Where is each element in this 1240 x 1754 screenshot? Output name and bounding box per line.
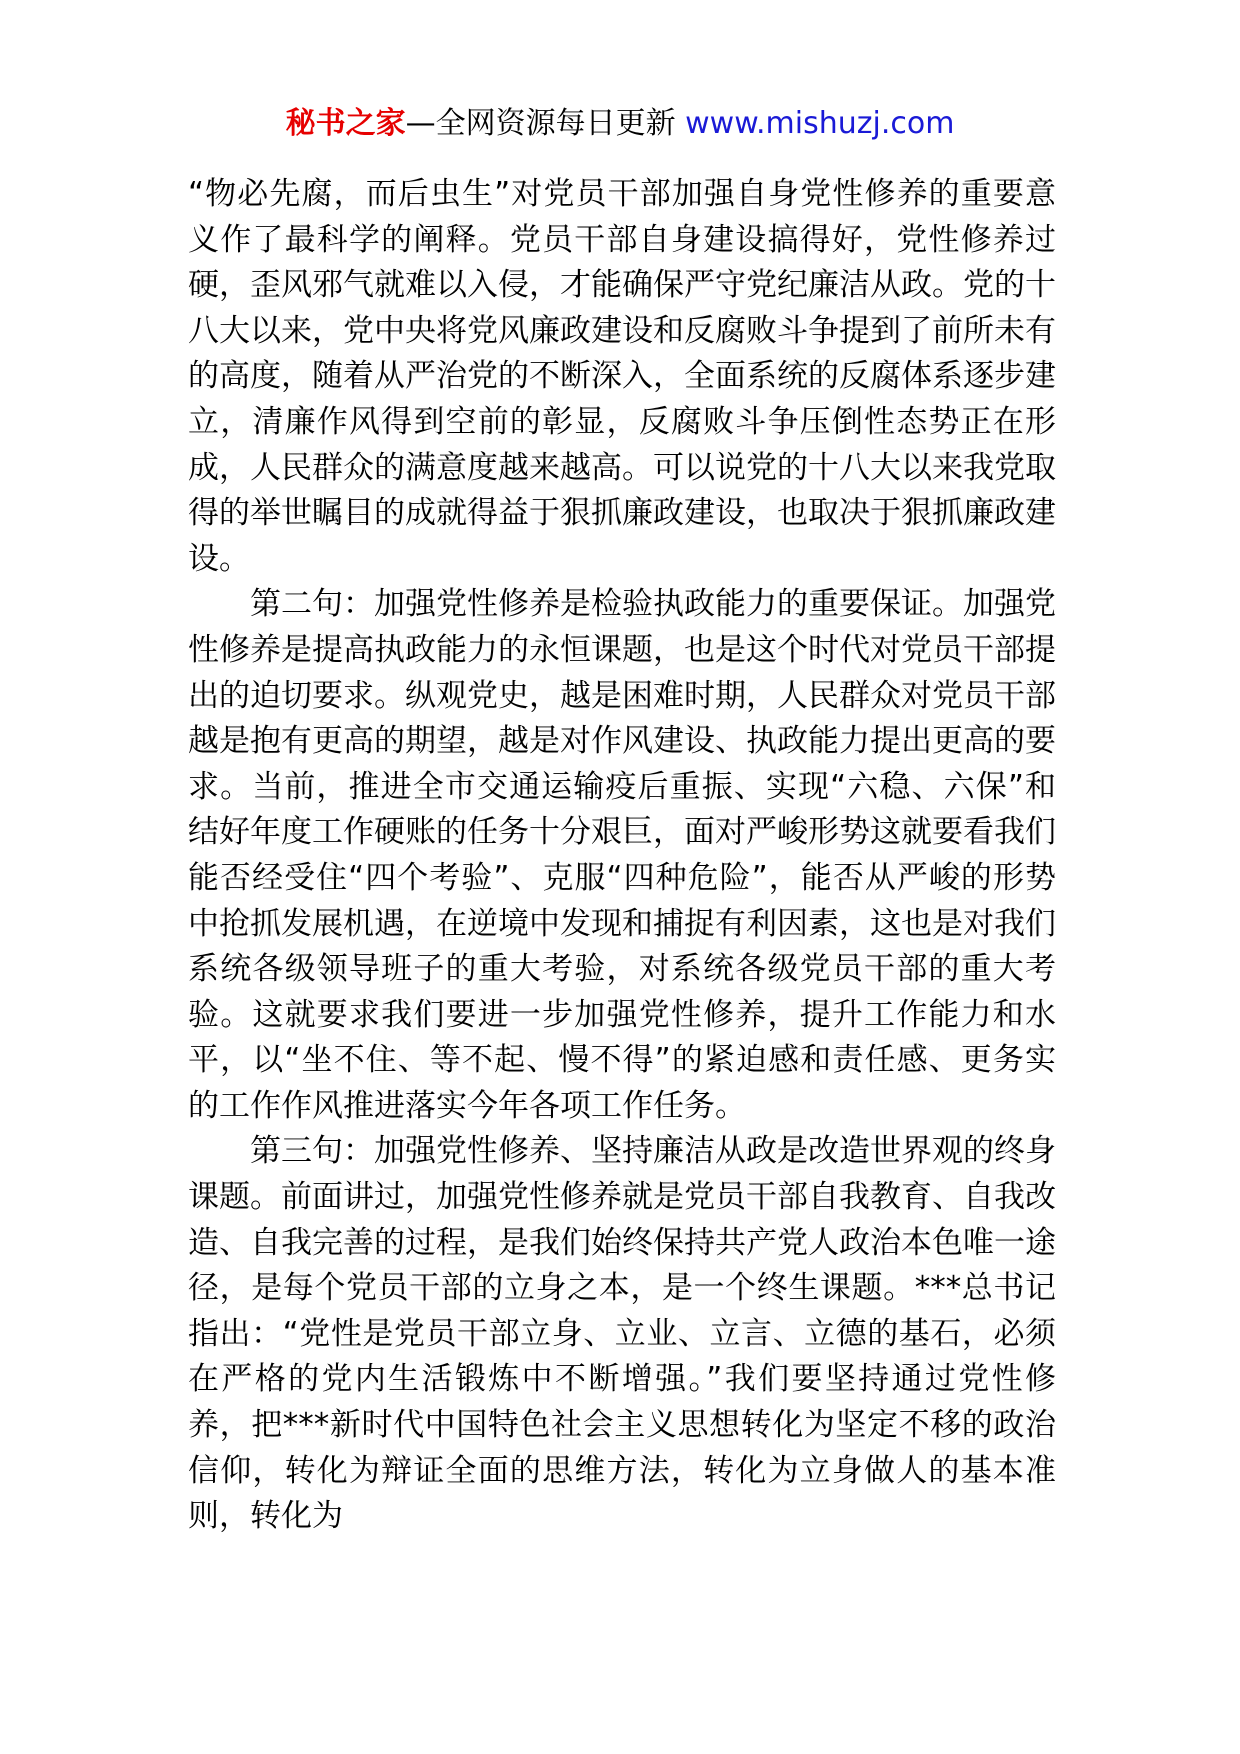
site-url-link[interactable]: www.mishuzj.com bbox=[685, 106, 955, 141]
document-body bbox=[188, 172, 1056, 1540]
paragraph-1: “物必先腐，而后虫生”对党员干部加强自身党性修养的重要意义作了最科学的阐释。党员干部自身建设搞得好，党性修养过硬，歪风邪气就难以入侵，才能确保严守党纪廉洁从政。党的十八大以来，党中央将党风廉政建设和反腐败斗争提到了前所未有的高度，随着从严治党的不断深入，全面系统的反腐体系逐步建立，清廉作风得到空前的彰显，反腐败斗争压倒性态势正在形成，人民群众的满意度越来越高。可以说党的十八大以来我党取得的举世瞩目的成就得益于狠抓廉政建设，也取决于狠抓廉政建设。 bbox=[188, 176, 1056, 577]
brand-name: 秘书之家 bbox=[285, 106, 406, 141]
paragraph-2: 第二句：加强党性修养是检验执政能力的重要保证。加强党性修养是提高执政能力的永恒课题，也是这个时代对党员干部提出的迫切要求。纵观党史，越是困难时期，人民群众对党员干部越是抱有更高的期望，越是对作风建设、执政能力提出更高的要求。当前，推进全市交通运输疫后重振、实现“六稳、六保”和结好年度工作硬账的任务十分艰巨，面对严峻形势这就要看我们能否经受住“四个考验”、克服“四种危险”，能否从严峻的形势中抢抓发展机遇，在逆境中发现和捕捉有利因素，这也是对我们系统各级领导班子的重大考验，对系统各级党员干部的重大考验。这就要求我们要进一步加强党性修养，提升工作能力和水平，以“坐不住、等不起、慢不得”的紧迫感和责任感、更务实的工作作风推进落实今年各项工作任务。 bbox=[188, 586, 1056, 1124]
header-tagline: —全网资源每日更新 bbox=[405, 106, 686, 141]
paragraph-3: 第三句：加强党性修养、坚持廉洁从政是改造世界观的终身课题。前面讲过，加强党性修养就是党员干部自我教育、自我改造、自我完善的过程，是我们始终保持共产党人政治本色唯一途径，是每个党员干部的立身之本，是一个终生课题。***总书记指出：“党性是党员干部立身、立业、立言、立德的基石，必须在严格的党内生活锻炼中不断增强。”我们要坚持通过党性修养，把***新时代中国特色社会主义思想转化为坚定不移的政治信仰，转化为辩证全面的思维方法，转化为立身做人的基本准则，转化为 bbox=[188, 1133, 1056, 1535]
page-header bbox=[0, 104, 1240, 144]
